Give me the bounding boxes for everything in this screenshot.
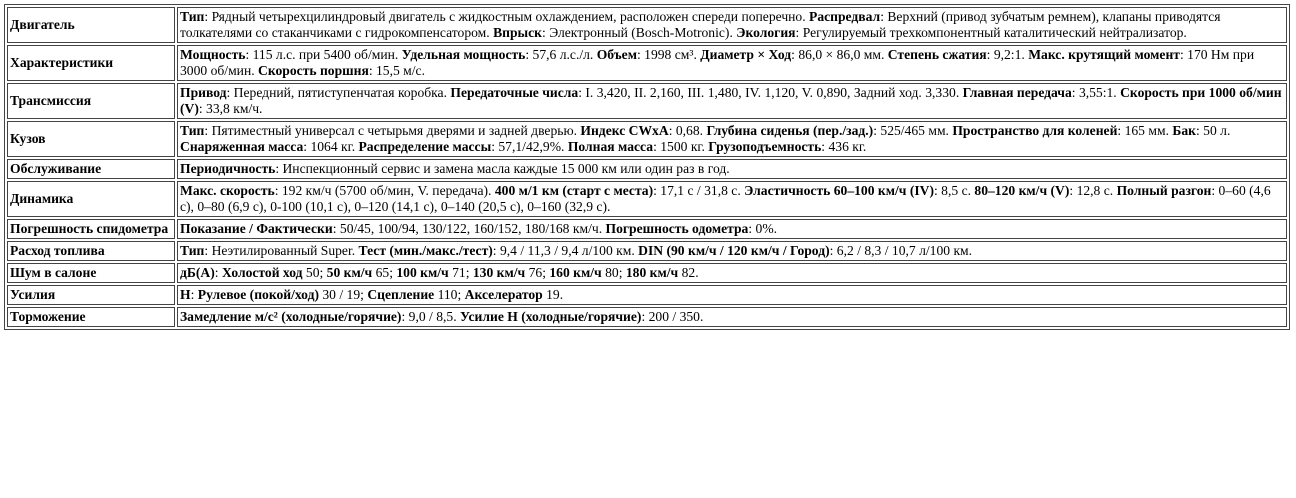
spec-label: Кузов <box>7 121 175 157</box>
spec-key: Макс. скорость <box>180 183 275 198</box>
spec-text: : I. 3,420, II. 2,160, III. 1,480, IV. 1,120, V. 0,890, Задний ход. 3,330. <box>578 85 963 100</box>
spec-row <box>7 181 1287 217</box>
spec-label: Обслуживание <box>7 159 175 179</box>
spec-key: 160 км/ч <box>549 265 602 280</box>
spec-row <box>7 45 1287 81</box>
specifications-table <box>4 4 1290 330</box>
spec-key: Степень сжатия <box>887 47 987 62</box>
spec-key: Погрешность одометра <box>605 221 749 236</box>
spec-value <box>177 83 1287 119</box>
spec-key: Тип <box>180 123 205 138</box>
spec-text: : 57,6 л.с./л. <box>525 47 597 62</box>
spec-key: Объем <box>596 47 637 62</box>
spec-text: : Передний, пятиступенчатая коробка. <box>226 85 451 100</box>
spec-key: Впрыск <box>493 25 543 40</box>
spec-key: 400 м/1 км (старт с места) <box>494 183 654 198</box>
spec-text: : 115 л.с. при 5400 об/мин. <box>245 47 402 62</box>
spec-text: : <box>190 287 198 302</box>
spec-label: Погрешность спидометра <box>7 219 175 239</box>
spec-key: Бак <box>1172 123 1196 138</box>
spec-value <box>177 307 1287 327</box>
spec-key: Полная масса <box>567 139 654 154</box>
spec-text: : <box>214 265 222 280</box>
spec-key: Акселератор <box>464 287 543 302</box>
spec-key: Показание / Фактически <box>180 221 333 236</box>
spec-key: Скорость при 1000 об/мин (V) <box>180 85 1282 116</box>
spec-key: Усилие Н (холодные/горячие) <box>460 309 642 324</box>
spec-text: : 57,1/42,9%. <box>491 139 568 154</box>
spec-key: Главная передача <box>962 85 1072 100</box>
spec-text: 30 / 19; <box>318 287 368 302</box>
spec-text: : 165 мм. <box>1117 123 1173 138</box>
spec-text: : 1064 кг. <box>303 139 359 154</box>
spec-text: : 9,0 / 8,5. <box>401 309 460 324</box>
spec-key: Привод <box>180 85 227 100</box>
spec-key: Полный разгон <box>1116 183 1212 198</box>
spec-text: : 9,2:1. <box>986 47 1029 62</box>
spec-label: Расход топлива <box>7 241 175 261</box>
spec-key: Индекс CWxA <box>580 123 669 138</box>
spec-text: : 86,0 × 86,0 мм. <box>791 47 888 62</box>
spec-key: Пространство для коленей <box>952 123 1118 138</box>
spec-key: Диаметр × Ход <box>700 47 792 62</box>
spec-text: : 33,8 км/ч. <box>198 101 263 116</box>
spec-text: : Электронный (Bosch-Motronic). <box>542 25 737 40</box>
spec-text: : Верхний (привод зубчатым ремнем), клапаны приводятся толкателями со стаканчиками с гидрокомпенсатором. <box>180 9 1221 40</box>
spec-text: : 15,5 м/с. <box>368 63 425 78</box>
spec-key: 80–120 км/ч (V) <box>974 183 1070 198</box>
spec-label: Динамика <box>7 181 175 217</box>
spec-key: Эластичность 60–100 км/ч (IV) <box>744 183 934 198</box>
spec-text: 19. <box>542 287 564 302</box>
spec-value <box>177 219 1287 239</box>
spec-key: 50 км/ч <box>326 265 373 280</box>
spec-text: : 192 км/ч (5700 об/мин, V. передача). <box>274 183 495 198</box>
spec-label: Усилия <box>7 285 175 305</box>
spec-key: Сцепление <box>367 287 435 302</box>
spec-row <box>7 121 1287 157</box>
spec-text: : 1998 см³. <box>636 47 701 62</box>
spec-key: Макс. крутящий момент <box>1028 47 1180 62</box>
spec-value <box>177 121 1287 157</box>
spec-text: : 50 л. <box>1196 123 1231 138</box>
spec-label: Двигатель <box>7 7 175 43</box>
spec-text: 110; <box>434 287 465 302</box>
spec-key: 130 км/ч <box>472 265 526 280</box>
spec-text: : Инспекционный сервис и замена масла каждые 15 000 км или один раз в год. <box>275 161 730 176</box>
spec-row <box>7 307 1287 327</box>
spec-text: : 12,8 с. <box>1069 183 1117 198</box>
spec-label: Характеристики <box>7 45 175 81</box>
spec-row <box>7 241 1287 261</box>
spec-value <box>177 159 1287 179</box>
spec-key: Мощность <box>180 47 246 62</box>
spec-text: : 0–60 (4,6 с), 0–80 (6,9 с), 0-100 (10,1 с), 0–120 (14,1 с), 0–140 (20,5 с), 0–160 (32,9 с). <box>180 183 1271 214</box>
spec-key: Скорость поршня <box>258 63 369 78</box>
spec-key: Периодичность <box>180 161 276 176</box>
spec-value <box>177 7 1287 43</box>
spec-text: : 436 кг. <box>821 139 867 154</box>
spec-text: : 0%. <box>748 221 778 236</box>
spec-label: Шум в салоне <box>7 263 175 283</box>
spec-text: : 525/465 мм. <box>873 123 953 138</box>
spec-key: Распределение массы <box>358 139 492 154</box>
spec-key: 180 км/ч <box>625 265 679 280</box>
spec-row <box>7 285 1287 305</box>
spec-text: : 1500 кг. <box>653 139 709 154</box>
spec-key: Грузоподъемность <box>708 139 822 154</box>
spec-key: Передаточные числа <box>450 85 579 100</box>
spec-key: Тип <box>180 243 205 258</box>
spec-text: : 8,5 с. <box>934 183 975 198</box>
spec-key: дБ(А) <box>180 265 215 280</box>
spec-row <box>7 7 1287 43</box>
spec-text: : 170 Нм при 3000 об/мин. <box>180 47 1255 78</box>
specifications-table-body <box>7 7 1287 327</box>
spec-key: DIN (90 км/ч / 120 км/ч / Город) <box>638 243 830 258</box>
spec-key: Рулевое (покой/ход) <box>197 287 319 302</box>
spec-text: : Пятиместный универсал с четырьмя дверями и задней дверью. <box>204 123 581 138</box>
spec-text: : 6,2 / 8,3 / 10,7 л/100 км. <box>829 243 973 258</box>
spec-text: 80; <box>601 265 626 280</box>
spec-key: Замедление м/с² (холодные/горячие) <box>180 309 402 324</box>
spec-text: : 0,68. <box>668 123 707 138</box>
spec-text: 50; <box>302 265 327 280</box>
spec-key: Удельная мощность <box>401 47 526 62</box>
spec-key: Холостой ход <box>221 265 303 280</box>
spec-key: Глубина сиденья (пер./зад.) <box>706 123 874 138</box>
spec-text: : Рядный четырехцилиндровый двигатель с жидкостным охлаждением, расположен спереди поперечно. <box>204 9 810 24</box>
spec-value <box>177 45 1287 81</box>
spec-key: Распредвал <box>809 9 881 24</box>
spec-label: Трансмиссия <box>7 83 175 119</box>
spec-key: Экология <box>736 25 796 40</box>
spec-text: 71; <box>448 265 473 280</box>
spec-row <box>7 219 1287 239</box>
spec-key: Снаряженная масса <box>180 139 304 154</box>
spec-key: 100 км/ч <box>396 265 449 280</box>
spec-row <box>7 159 1287 179</box>
spec-text: : 3,55:1. <box>1071 85 1121 100</box>
spec-value <box>177 181 1287 217</box>
spec-label: Торможение <box>7 307 175 327</box>
spec-text: 82. <box>678 265 699 280</box>
spec-value <box>177 285 1287 305</box>
spec-value <box>177 263 1287 283</box>
spec-text: : 50/45, 100/94, 130/122, 160/152, 180/168 км/ч. <box>332 221 606 236</box>
spec-text: : 17,1 с / 31,8 с. <box>653 183 745 198</box>
spec-text: : 200 / 350. <box>641 309 704 324</box>
spec-text: : 9,4 / 11,3 / 9,4 л/100 км. <box>492 243 639 258</box>
spec-value <box>177 241 1287 261</box>
spec-text: 65; <box>372 265 397 280</box>
spec-key: Тест (мин./макс./тест) <box>358 243 493 258</box>
spec-key: Тип <box>180 9 205 24</box>
spec-text: : Регулируемый трехкомпонентный каталитический нейтрализатор. <box>795 25 1187 40</box>
spec-text: : Неэтилированный Super. <box>204 243 359 258</box>
spec-row <box>7 83 1287 119</box>
spec-row <box>7 263 1287 283</box>
spec-key: Н <box>180 287 191 302</box>
spec-text: 76; <box>525 265 550 280</box>
